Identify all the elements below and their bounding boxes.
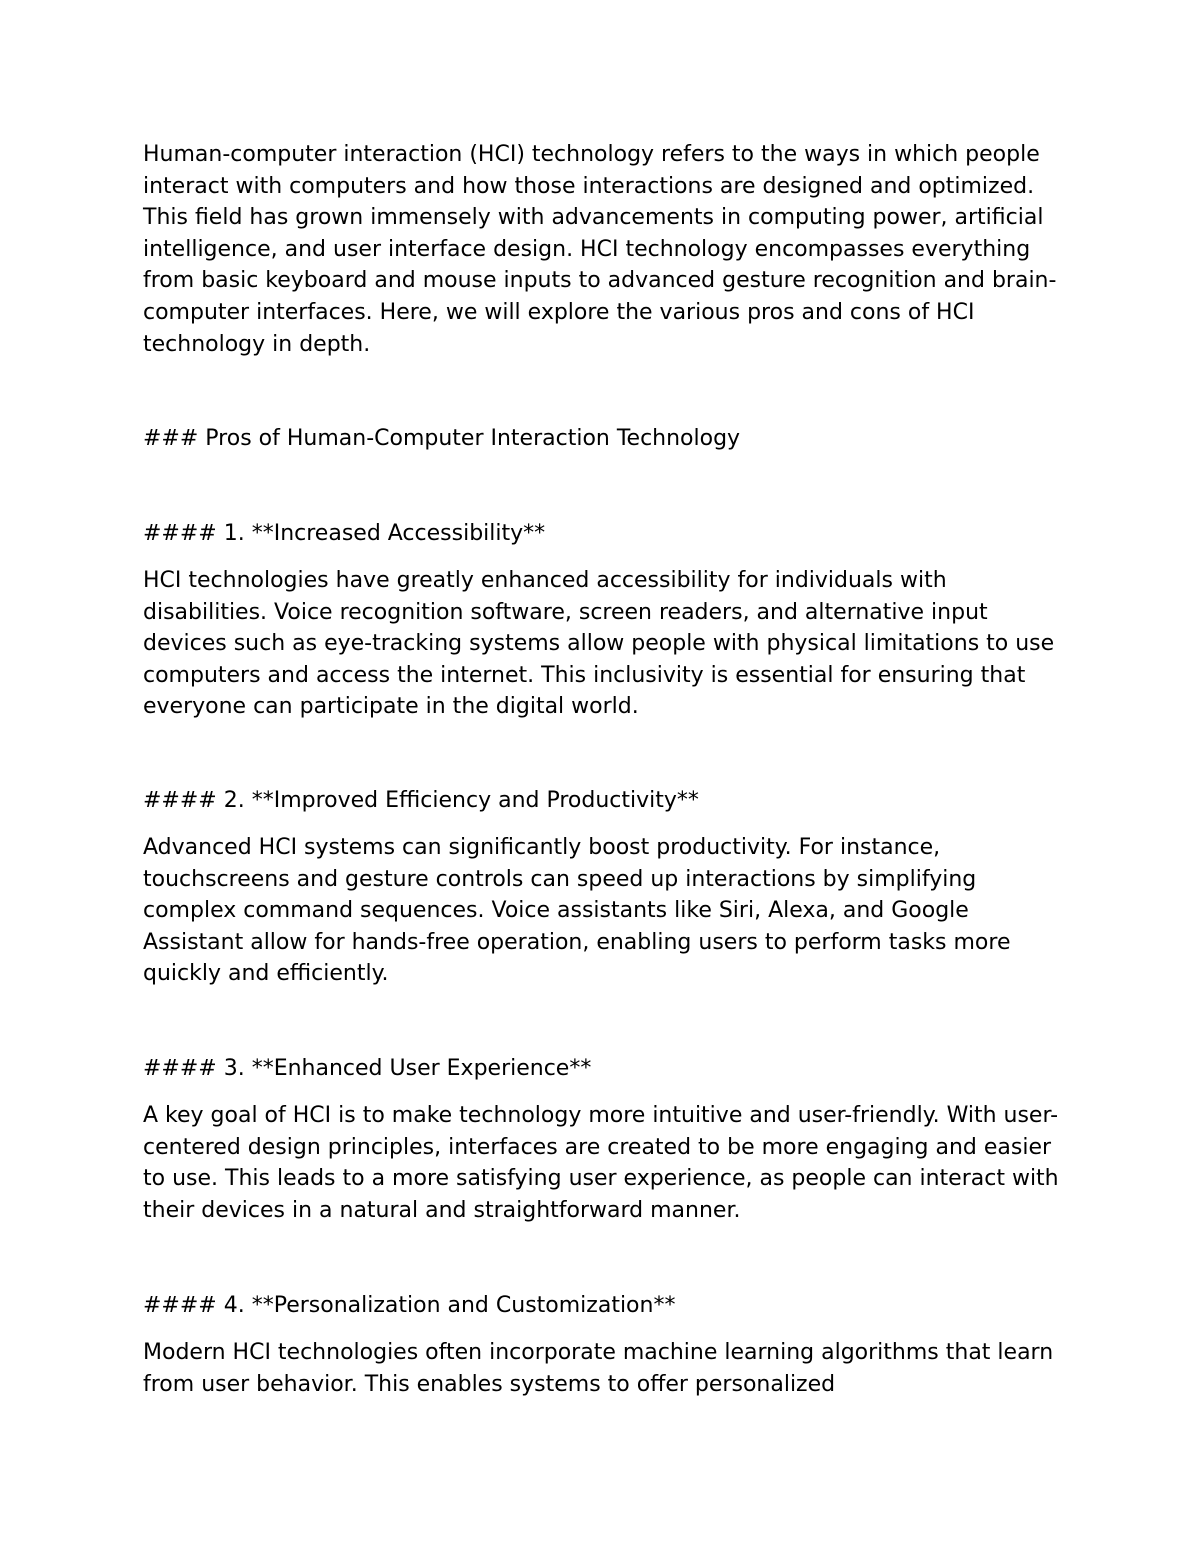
section-4-heading: #### 4. **Personalization and Customization** [143,1293,676,1318]
section-1-heading: #### 1. **Increased Accessibility** [143,521,546,546]
section-3-paragraph: A key goal of HCI is to make technology more intuitive and user-friendly. With user-centered design principles, interfaces are created to be more engaging and easier to use. This leads to a more satisfying user experience, as people can interact with their devices in a natural and straightforward manner. [143,1103,1059,1223]
section-1-paragraph: HCI technologies have greatly enhanced accessibility for individuals with disabilities. Voice recognition software, screen readers, and alternative input devices such as eye-tracking systems allow people with physical limitations to use computers and access the internet. This inclusivity is essential for ensuring that everyone can participate in the digital world. [143,568,1055,720]
section-4-paragraph: Modern HCI technologies often incorporate machine learning algorithms that learn from user behavior. This enables systems to offer personalized [143,1340,1054,1397]
section-3-heading: #### 3. **Enhanced User Experience** [143,1056,592,1081]
section-2-paragraph: Advanced HCI systems can significantly boost productivity. For instance, touchscreens and gesture controls can speed up interactions by simplifying complex command sequences. Voice assistants like Siri, Alexa, and Google Assistant allow for hands-free operation, enabling users to perform tasks more quickly and efficiently. [143,835,1011,987]
pros-heading: ### Pros of Human-Computer Interaction Technology [143,426,741,451]
intro-paragraph: Human-computer interaction (HCI) technology refers to the ways in which people interact with computers and how those interactions are designed and optimized. This field has grown immensely with advancements in computing power, artificial intelligence, and user interface design. HCI technology encompasses everything from basic keyboard and mouse inputs to advanced gesture recognition and brain-computer interfaces. Here, we will explore the various pros and cons of HCI technology in depth. [143,142,1057,357]
section-2-heading: #### 2. **Improved Efficiency and Productivity** [143,788,699,813]
